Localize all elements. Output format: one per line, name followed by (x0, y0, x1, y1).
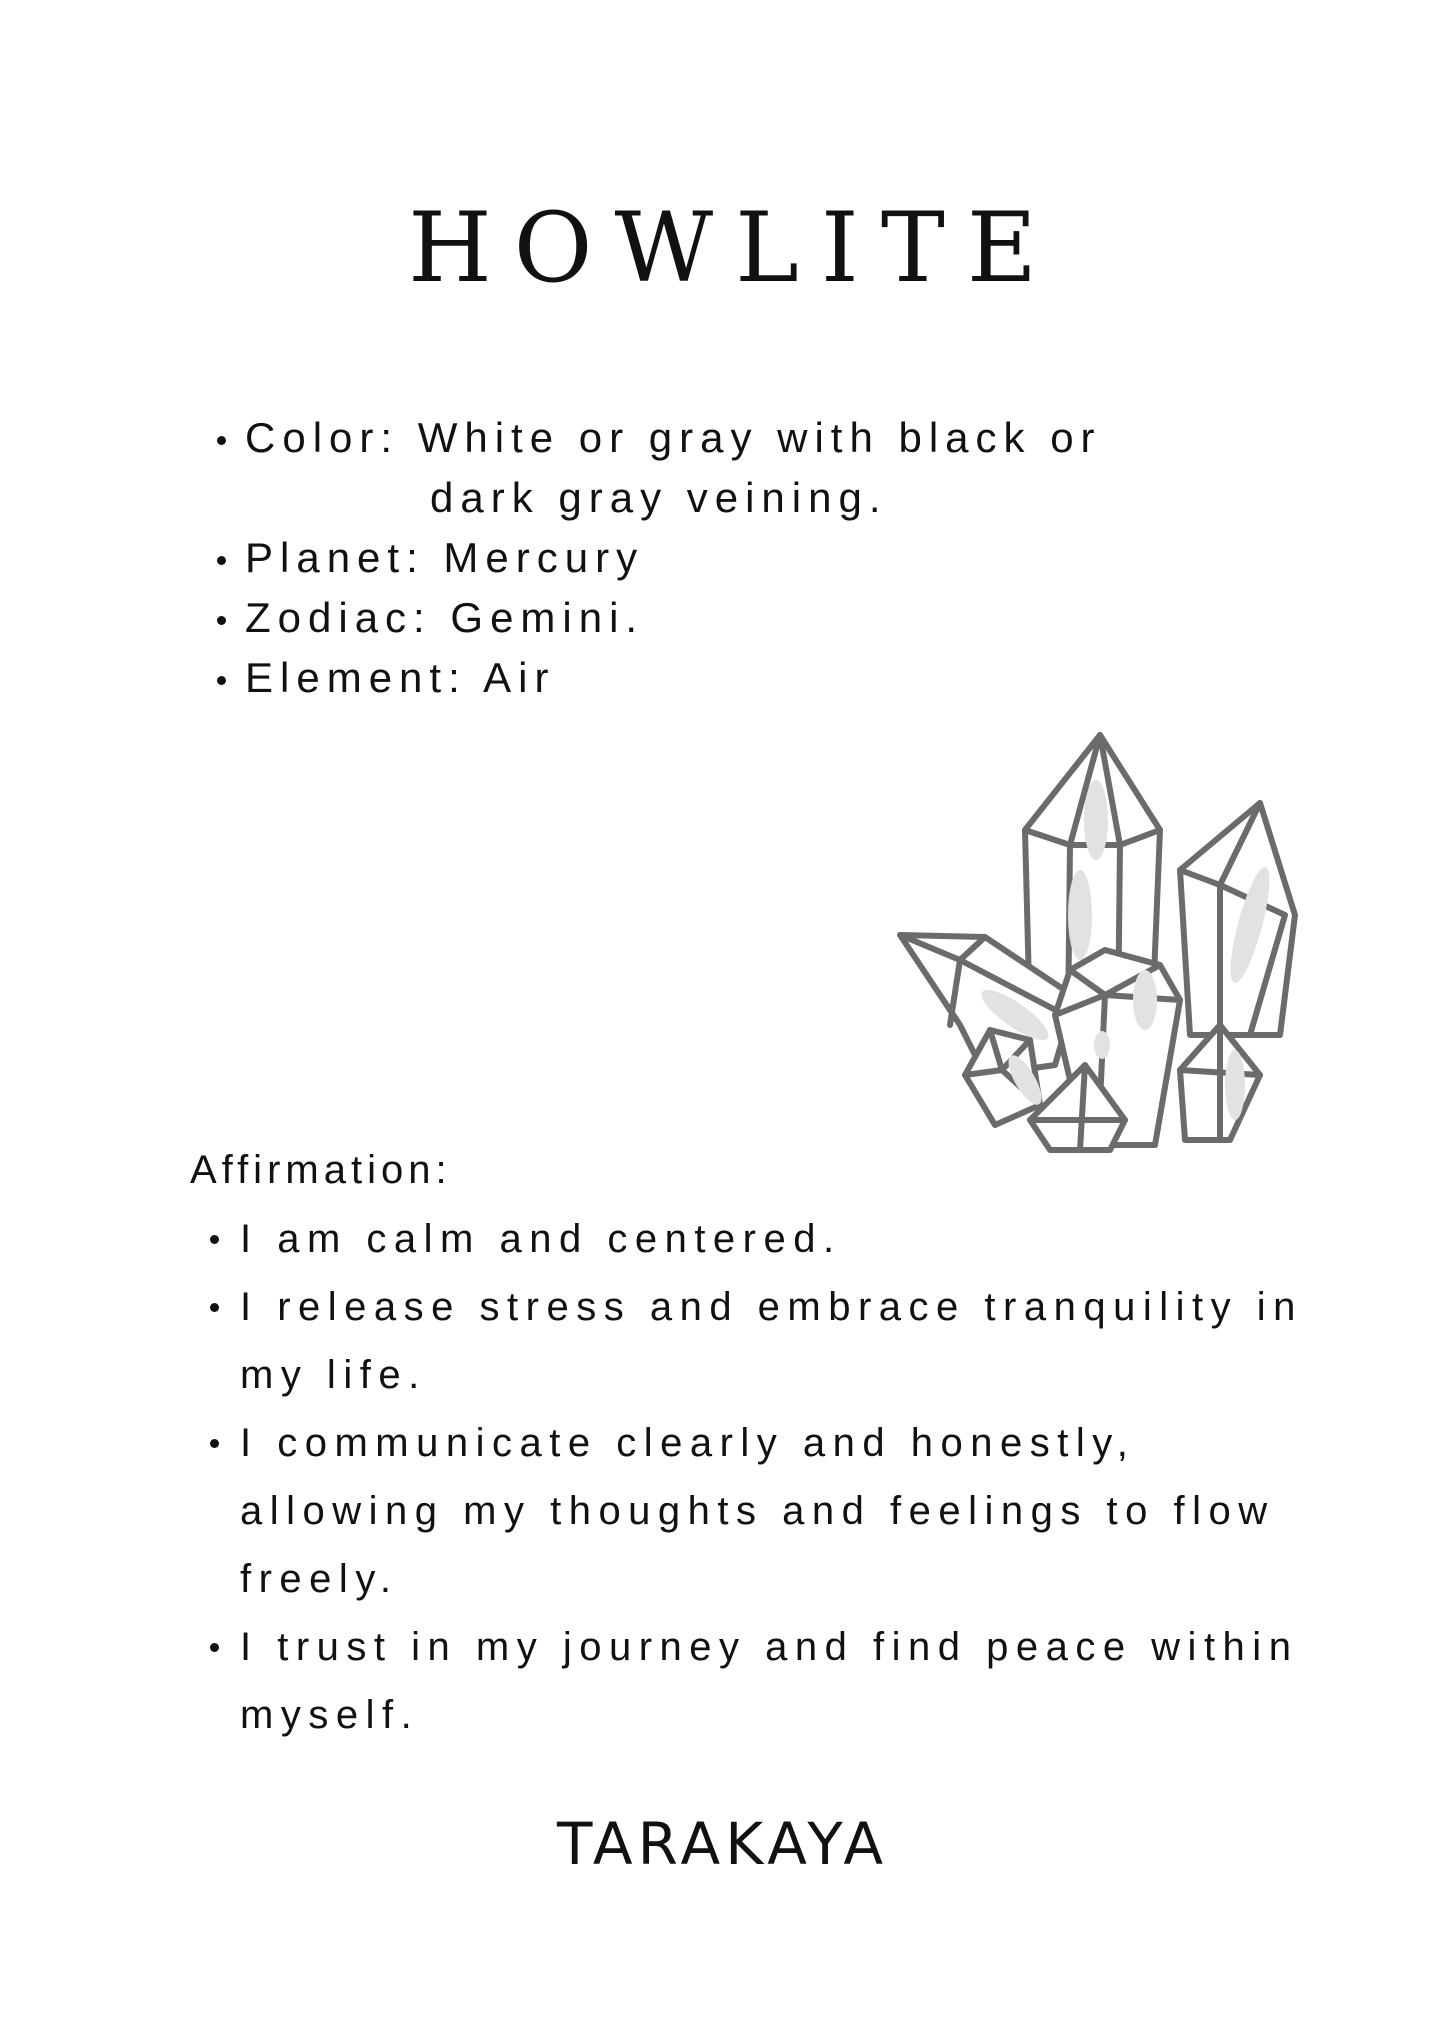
property-color-text: Color: White or gray with black or (245, 414, 1102, 461)
property-zodiac: Zodiac: Gemini. (210, 588, 1102, 648)
property-color-continuation: dark gray veining. (430, 474, 888, 521)
property-element: Element: Air (210, 648, 1102, 708)
page-title: HOWLITE (408, 192, 1059, 304)
property-planet: Planet: Mercury (210, 528, 1102, 588)
property-color (210, 408, 1102, 528)
affirmation-item: I am calm and centered. (205, 1205, 1355, 1273)
affirmation-item: I release stress and embrace tranquility in my life. (205, 1273, 1355, 1409)
crystal-cluster-icon (890, 725, 1310, 1155)
affirmation-item: I communicate clearly and honestly, allowing my thoughts and feelings to flow freely. (205, 1409, 1355, 1613)
affirmation-list (205, 1205, 1355, 1749)
affirmation-label: Affirmation: (190, 1148, 452, 1192)
properties-list (210, 408, 1102, 708)
affirmation-item: I trust in my journey and find peace within myself. (205, 1613, 1355, 1749)
brand-name: TARAKAYA (556, 1810, 889, 1878)
